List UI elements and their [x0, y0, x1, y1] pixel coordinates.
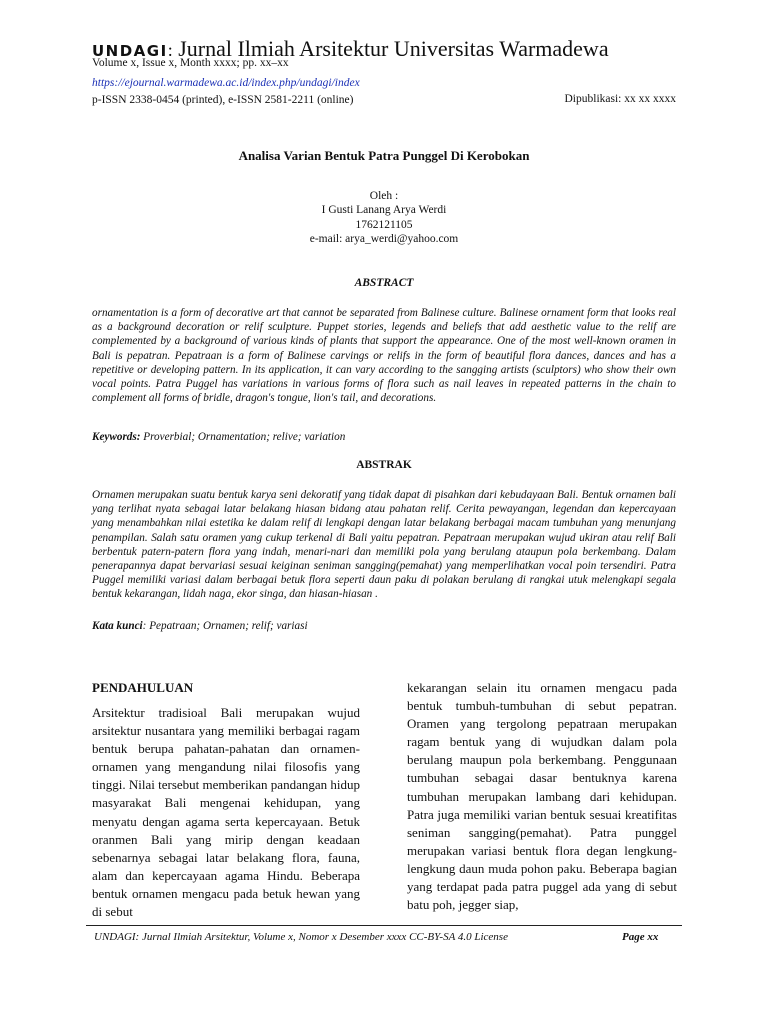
journal-url-link[interactable]	[92, 76, 360, 90]
right-column	[407, 679, 677, 914]
journal-url[interactable]: https://ejournal.warmadewa.ac.id/index.php/undagi/index	[92, 77, 360, 89]
keywords-label: Keywords:	[92, 431, 141, 443]
abstract-heading: ABSTRACT	[354, 277, 414, 289]
kata-kunci-values: : Pepatraan; Ornamen; relif; variasi	[142, 620, 308, 632]
volume-line: Volume x, Issue x, Month xxxx; pp. xx–xx	[92, 57, 289, 69]
author-by-label: Oleh :	[369, 190, 399, 202]
abstrak-body: Ornamen merupakan suatu bentuk karya seni dekoratif yang tidak dapat di pisahkan dari kebudayaan Bali. Bentuk ornamen bali yang terlihat nyata sebagai latar belakang hiasan bidang atau pahatan relif. Cerita pewayangan, legendan dan kepercayaan yang menambahkan nilai estetika ke dalam relif di lengkapi dengan latar belakang berbagai macam tumbuhan yang menunjang penampilan. Salah satu oramen yang cukup terkenal di Bali yaitu pepatran. Pepatraan merupakan wujud ukiran atau relif Bali berbentuk patern-patern flora yang indah, menari-nari dan memiliki pola yang berulang ataupun pola berkembang. Dalam penerapannya dapat bervariasi sesuai keiginan seniman sangging(pemahat) yang memperlihatkan vocal poin tersendiri. Patra Puggel memiliki variasi dalam berbagai betuk flora seperti daun paku di polakan berulang di rangkai utuk melengkapi segala bentuk kekarangan, lidah naga, ekor singa, dan hiasan-hiasan .	[92, 489, 676, 601]
paper-title: Analisa Varian Bentuk Patra Punggel Di Kerobokan	[238, 148, 530, 163]
right-column-text: kekarangan selain itu ornamen mengacu pada bentuk tumbuh-tumbuhan di sebut pepatran. Oramen yang tergolong pepatraan merupakan ragam bentuk yang di wujudkan dalam pola berulang maupun pola berkembang. Penggunaan tumbuhan sebagai dasar bentuknya karena tumbuhan merupakan lambang dari kehidupan. Patra juga memiliki varian bentuk sesuai kreatifitas seniman sangging(pemahat). Patra punggel merupakan variasi bentuk flora degan lengkung-lengkung daun muda pohon paku. Beberapa bagian yang terdapat pada patra puggel ada yang di sebut batu poh, jegger siap,	[407, 680, 677, 913]
left-column	[92, 680, 360, 921]
author-email: e-mail: arya_werdi@yahoo.com	[309, 232, 459, 245]
abstrak-heading: ABSTRAK	[356, 459, 412, 471]
journal-brand-logo: UNDAGI	[92, 42, 168, 60]
footer-divider	[86, 925, 682, 926]
issn-line: p-ISSN 2338-0454 (printed), e-ISSN 2581-2211 (online)	[92, 94, 354, 106]
publication-date: Dipublikasi: xx xx xxxx	[564, 93, 676, 105]
author-block	[92, 189, 676, 246]
journal-name: Jurnal Ilmiah Arsitektur Universitas Warmadewa	[172, 36, 609, 61]
keywords-line	[92, 431, 345, 443]
kata-kunci-label: Kata kunci	[92, 620, 143, 632]
footer-citation: UNDAGI: Jurnal Ilmiah Arsitektur, Volume x, Nomor x Desember xxxx CC-BY-SA 4.0 License	[94, 931, 508, 943]
author-name: I Gusti Lanang Arya Werdi	[321, 204, 447, 217]
kata-kunci-line	[92, 620, 308, 632]
author-student-id: 1762121105	[355, 218, 413, 231]
keywords-values: Proverbial; Ornamentation; relive; variation	[140, 431, 346, 443]
journal-title-colon: :	[167, 40, 173, 60]
abstract-body: ornamentation is a form of decorative art that cannot be separated from Balinese culture. Balinese ornament form that looks real as a background decoration or relif sculpture. Puppet stories, legends and beliefs that add aesthetic value to the relif are complemented by a background of various kinds of plants that support the appearance. One of the most well-known oramen in Bali is pepatran. Pepatraan is a form of Balinese carvings or relifs in the form of beautiful flora dances, dances and has a repetitive or developing pattern. In its application, it can vary according to the sangging artists (sculptors) who show their own vocal points. Patra Puggel has variations in various forms of flora such as nail leaves in repeated patterns in the chain to complement all forms of bridle, dragon's tongue, lion's tail, and decorations.	[92, 307, 676, 405]
page-number: Page xx	[622, 931, 659, 943]
section-heading-pendahuluan: PENDAHULUAN	[92, 680, 194, 695]
left-column-text: Arsitektur tradisioal Bali merupakan wujud arsitektur nusantara yang memiliki berbagai ragam bentuk berupa pahatan-pahatan dan ornamen-ornamen yang mengandung nilai filosofis yang tinggi. Nilai tersebut memberikan pandangan hidup masyarakat Bali mengenai kehidupan, yang menyatu dengan agama serta kepercayaan. Betuk oranmen Bali yang mirip dengan keadaan sebenarnya sebagai latar belakang flora, fauna, alam dan kepercayaan agama Hindu. Beberapa bentuk ornamen mengacu pada betuk hewan yang di sebut	[92, 705, 360, 920]
